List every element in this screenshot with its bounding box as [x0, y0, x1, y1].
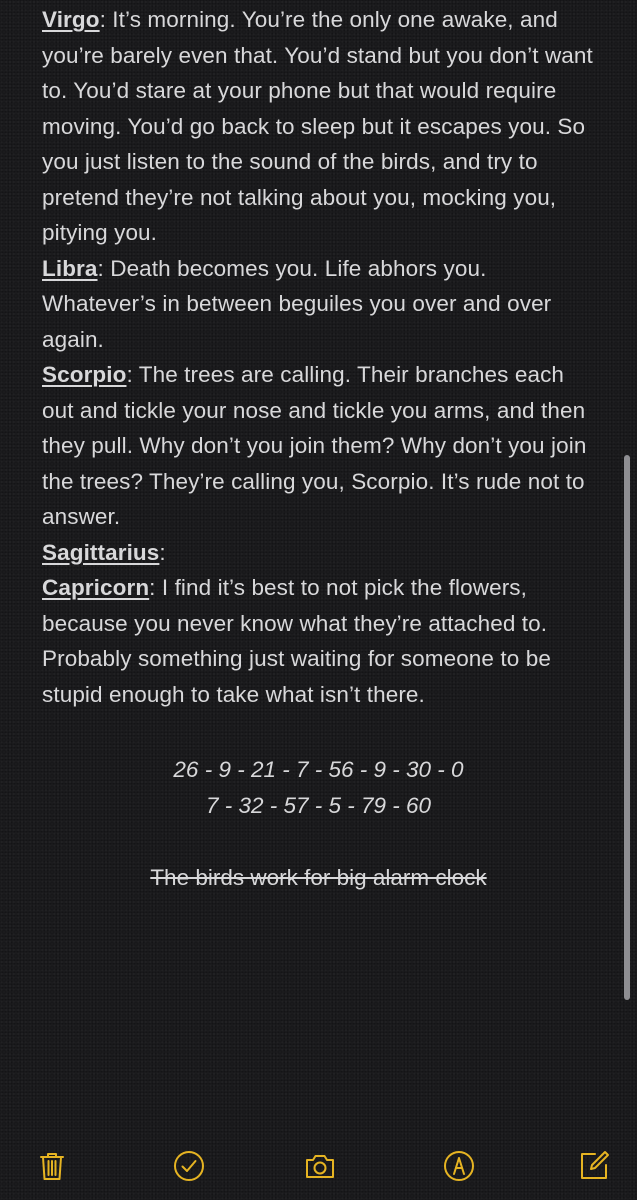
scrollbar[interactable]	[624, 455, 630, 1000]
number-sequence-line-1: 26 - 9 - 21 - 7 - 56 - 9 - 30 - 0	[173, 757, 464, 782]
entry-text-capricorn: : I find it’s best to not pick the flowers, because you never know what they’re attached to. Probably something just waiting for someone to be stupid enough to take what isn’t there.	[42, 575, 551, 707]
delete-button[interactable]	[34, 1148, 70, 1184]
strikethrough-line: The birds work for big alarm clock	[150, 865, 487, 890]
sign-label-sagittarius: Sagittarius	[42, 539, 160, 565]
checklist-button[interactable]	[171, 1148, 207, 1184]
sign-label-virgo: Virgo	[42, 7, 100, 32]
bottom-toolbar	[0, 1140, 637, 1200]
compose-button[interactable]	[576, 1148, 612, 1184]
entry-text-sagittarius: :	[159, 539, 166, 565]
camera-button[interactable]	[302, 1148, 338, 1184]
horoscope-entry-scorpio	[42, 357, 597, 535]
trash-icon	[35, 1149, 69, 1183]
sign-label-scorpio: Scorpio	[42, 362, 127, 387]
entry-text-libra: : Death becomes you. Life abhors you. Whatever’s in between beguiles you over and over again.	[42, 255, 552, 352]
markup-button[interactable]	[441, 1148, 477, 1184]
horoscope-entry-sagittarius	[42, 535, 597, 571]
horoscope-entry-libra	[42, 251, 597, 358]
sign-label-capricorn: Capricorn	[42, 575, 150, 600]
entry-text-virgo: : It’s morning. You’re the only one awake, and you’re barely even that. You’d stand but you don’t want to. You’d stare at your phone but that would require moving. You’d go back to sleep but it escapes you. So you just listen to the sound of the birds, and try to pretend they’re not talking about you, mocking you, pitying you.	[42, 7, 593, 245]
compose-icon	[577, 1149, 611, 1183]
number-sequence-line-2: 7 - 32 - 57 - 5 - 79 - 60	[205, 793, 432, 818]
camera-icon	[303, 1149, 337, 1183]
note-body[interactable]	[42, 2, 597, 712]
checklist-icon	[172, 1149, 206, 1183]
markup-pen-icon	[442, 1149, 476, 1183]
horoscope-entry-capricorn	[42, 570, 597, 712]
entry-text-scorpio: : The trees are calling. Their branches each out and tickle your nose and tickle you arms, and then they pull. Why don’t you join them? Why don’t you join the trees? They’re calling you, Scorpio. It’s rude not to answer.	[42, 362, 587, 529]
horoscope-entry-virgo	[42, 2, 597, 251]
sign-label-libra: Libra	[42, 255, 98, 281]
